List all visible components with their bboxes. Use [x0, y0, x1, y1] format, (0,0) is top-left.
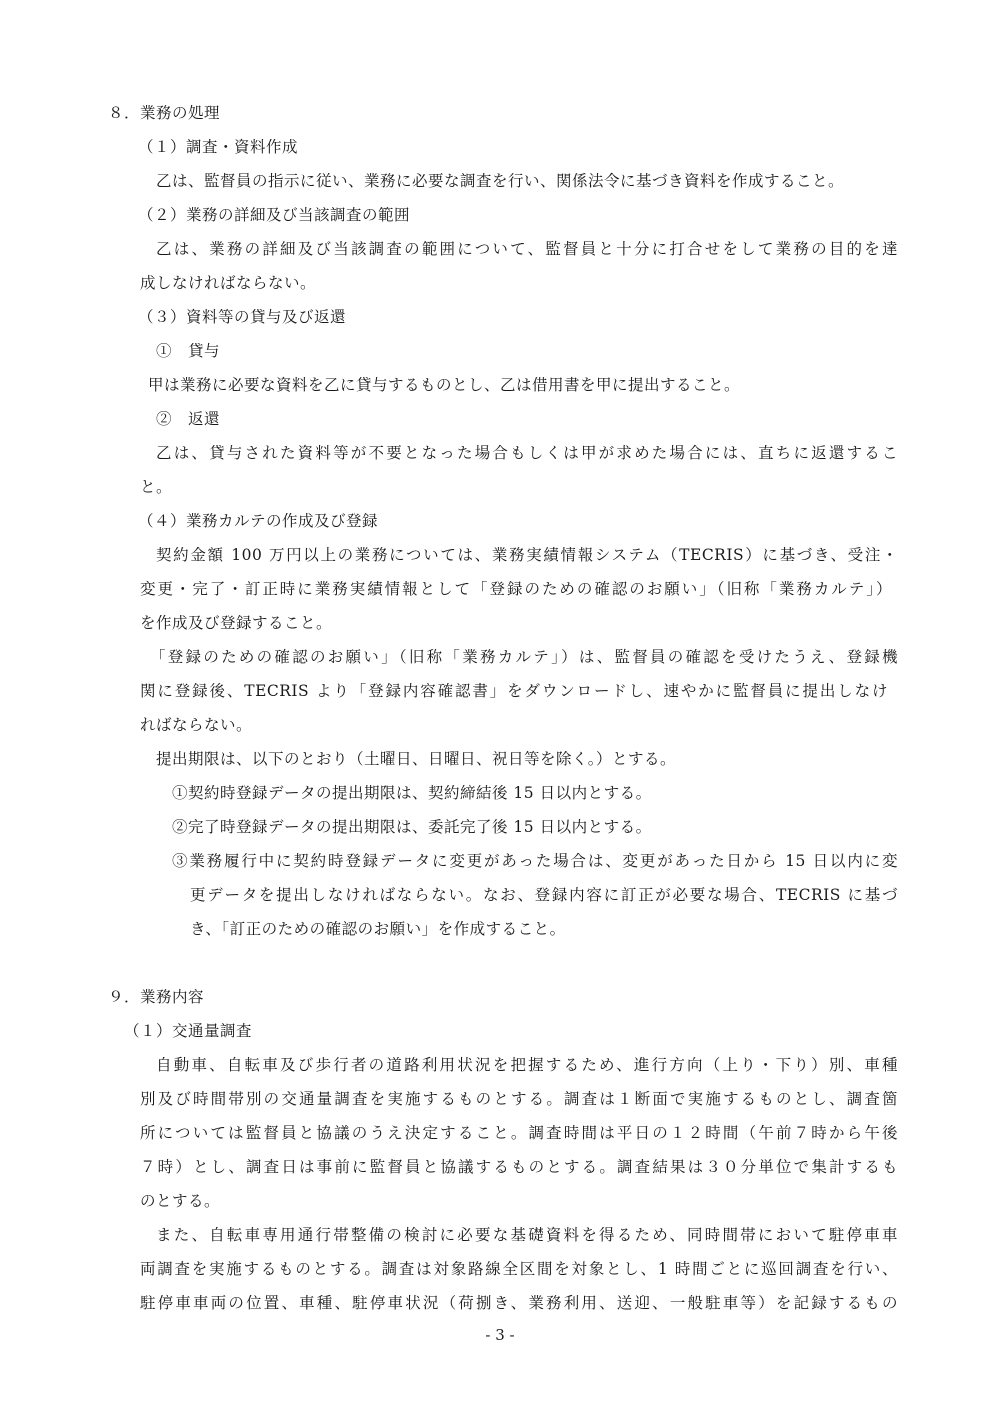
- section-9-1-paragraph-line: 両調査を実施するものとする。調査は対象路線全区間を対象とし、1 時間ごとに巡回調査を行い、: [140, 1260, 898, 1278]
- deadline-item-3-line: き、「訂正のための確認のお願い」を作成すること。: [190, 920, 566, 938]
- section-8-3-title: （３）資料等の貸与及び返還: [138, 308, 347, 326]
- deadline-item-3-line: 更データを提出しなければならない。なお、登録内容に訂正が必要な場合、TECRIS に基づ: [190, 886, 898, 904]
- item-lending-text: 甲は業務に必要な資料を乙に貸与するものとし、乙は借用書を甲に提出すること。: [148, 376, 741, 394]
- section-9-1-title: （１）交通量調査: [124, 1022, 253, 1040]
- section-8-4-paragraph-line: 関に登録後、TECRIS より「登録内容確認書」をダウンロードし、速やかに監督員に提出しなけ: [140, 682, 888, 700]
- submission-deadline-text: 提出期限は、以下のとおり（土曜日、日曜日、祝日等を除く。）とする。: [156, 750, 676, 768]
- section-9-1-paragraph-line: ７時）とし、調査日は事前に監督員と協議するものとする。調査結果は３０分単位で集計するも: [140, 1158, 898, 1176]
- section-9-1-paragraph-line: 自動車、自転車及び歩行者の道路利用状況を把握するため、進行方向（上り・下り）別、車種: [156, 1056, 898, 1074]
- section-8-2-paragraph-line: 乙は、業務の詳細及び当該調査の範囲について、監督員と十分に打合せをして業務の目的を達: [156, 240, 898, 258]
- section-8-heading: ８．業務の処理: [108, 104, 221, 122]
- deadline-item-3-line: ③業務履行中に契約時登録データに変更があった場合は、変更があった日から 15 日以内に変: [172, 852, 898, 870]
- item-return-text-line: 乙は、貸与された資料等が不要となった場合もしくは甲が求めた場合には、直ちに返還するこ: [156, 444, 898, 462]
- section-8-4-title: （４）業務カルテの作成及び登録: [138, 512, 379, 530]
- section-8-4-paragraph-line: を作成及び登録すること。: [140, 614, 333, 632]
- section-9-1-paragraph-line: 所については監督員と協議のうえ決定すること。調査時間は平日の１２時間（午前７時から午後: [140, 1124, 898, 1142]
- section-9-1-paragraph-line: 駐停車車両の位置、車種、駐停車状況（荷捌き、業務利用、送迎、一般駐車等）を記録するもの: [140, 1294, 898, 1312]
- section-9-1-paragraph-line: のとする。: [140, 1192, 221, 1210]
- deadline-item-2: ②完了時登録データの提出期限は、委託完了後 15 日以内とする。: [172, 818, 652, 836]
- deadline-item-1: ①契約時登録データの提出期限は、契約締結後 15 日以内とする。: [172, 784, 652, 802]
- section-8-4-paragraph-line: ればならない。: [140, 716, 253, 734]
- section-9-1-paragraph-line: 別及び時間帯別の交通量調査を実施するものとする。調査は１断面で実施するものとし、調査箇: [140, 1090, 898, 1108]
- item-lending-title: ① 貸与: [156, 342, 221, 360]
- section-8-1-paragraph: 乙は、監督員の指示に従い、業務に必要な調査を行い、関係法令に基づき資料を作成すること。: [156, 172, 845, 190]
- section-8-4-paragraph-line: 変更・完了・訂正時に業務実績情報として「登録のための確認のお願い」（旧称「業務カルテ」）: [140, 580, 892, 598]
- section-8-2-title: （２）業務の詳細及び当該調査の範囲: [138, 206, 411, 224]
- section-8-1-title: （１）調査・資料作成: [138, 138, 299, 156]
- page-number: - 3 -: [485, 1326, 515, 1344]
- item-return-text-line: と。: [140, 478, 173, 496]
- section-9-1-paragraph-line: また、自転車専用通行帯整備の検討に必要な基礎資料を得るため、同時間帯において駐停車車: [156, 1226, 898, 1244]
- item-return-title: ② 返還: [156, 410, 221, 428]
- section-8-2-paragraph-line: 成しなければならない。: [140, 274, 317, 292]
- section-8-4-paragraph-line: 「登録のための確認のお願い」（旧称「業務カルテ」）は、監督員の確認を受けたうえ、登録機: [150, 648, 898, 666]
- section-9-heading: ９．業務内容: [108, 988, 205, 1006]
- section-8-4-paragraph-line: 契約金額 100 万円以上の業務については、業務実績情報システム（TECRIS）に基づき、受注・: [156, 546, 898, 564]
